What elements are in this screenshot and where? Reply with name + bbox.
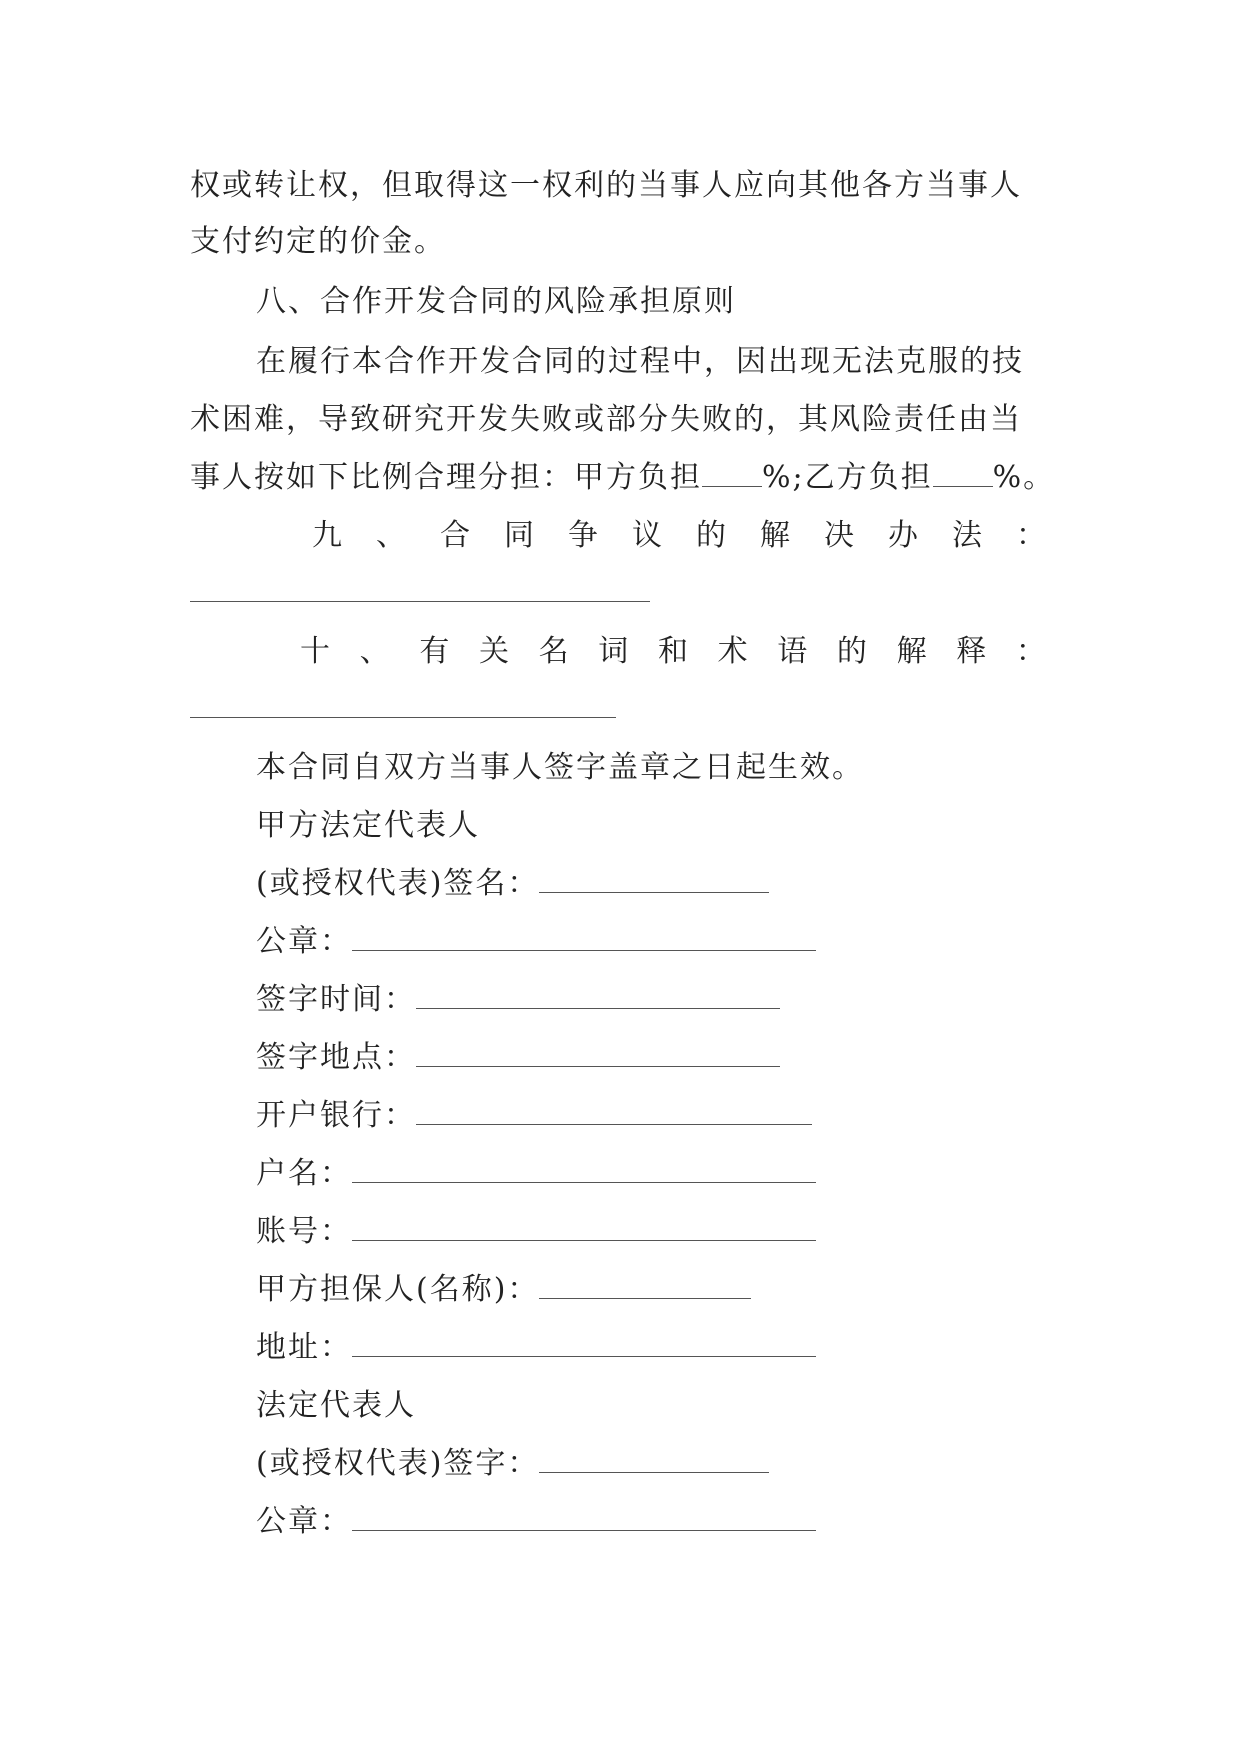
paragraph-line: 在履行本合作开发合同的过程中，因出现无法克服的技 bbox=[256, 344, 1024, 379]
field-blank bbox=[539, 1272, 751, 1299]
party-a-sign-time-field bbox=[256, 980, 780, 1020]
field-blank bbox=[352, 1330, 816, 1357]
field-label: 开户银行： bbox=[256, 1098, 416, 1133]
guarantor-legal-rep-title: 法定代表人 bbox=[256, 1388, 416, 1423]
heading-char: 解 bbox=[896, 634, 927, 669]
heading-char: 名 bbox=[538, 634, 569, 669]
party-a-account-name-field bbox=[256, 1154, 816, 1194]
field-blank bbox=[352, 1214, 816, 1241]
heading-char: 术 bbox=[717, 634, 748, 669]
heading-char: 法 bbox=[952, 518, 982, 553]
risk-ratio-text: %。 bbox=[992, 460, 1056, 495]
heading-char: 十 bbox=[300, 634, 330, 669]
field-blank bbox=[539, 866, 769, 893]
heading-char: 和 bbox=[657, 634, 688, 669]
heading-char: 合 bbox=[440, 518, 470, 553]
heading-char: 争 bbox=[568, 518, 598, 553]
field-label: 地址： bbox=[256, 1330, 352, 1365]
risk-ratio-text: 事人按如下比例合理分担：甲方负担 bbox=[190, 460, 702, 495]
guarantor-address-field bbox=[256, 1328, 816, 1368]
section-10-heading bbox=[190, 632, 1046, 672]
heading-char: 解 bbox=[760, 518, 790, 553]
guarantor-name-field bbox=[256, 1270, 751, 1310]
party-a-account-no-field bbox=[256, 1212, 816, 1252]
risk-ratio-line bbox=[190, 458, 1055, 498]
heading-char: 释 bbox=[956, 634, 987, 669]
risk-ratio-text: %;乙方负担 bbox=[762, 460, 933, 495]
heading-char: 、 bbox=[359, 634, 390, 669]
paragraph-line: 权或转让权，但取得这一权利的当事人应向其他各方当事人 bbox=[190, 168, 1022, 203]
heading-char: 同 bbox=[504, 518, 534, 553]
section-10-blank bbox=[190, 717, 616, 718]
heading-char: 词 bbox=[598, 634, 629, 669]
field-label: 签字时间： bbox=[256, 982, 416, 1017]
heading-char: 的 bbox=[836, 634, 867, 669]
party-a-seal-field bbox=[256, 922, 816, 962]
heading-char: 、 bbox=[376, 518, 406, 553]
heading-char: 有 bbox=[419, 634, 450, 669]
field-blank bbox=[416, 982, 780, 1009]
guarantor-sign-field bbox=[256, 1444, 769, 1484]
party-a-ratio-blank bbox=[702, 460, 762, 487]
paragraph-line: 支付约定的价金。 bbox=[190, 224, 446, 259]
field-label: 账号： bbox=[256, 1214, 352, 1249]
field-label: 签字地点： bbox=[256, 1040, 416, 1075]
heading-char: ： bbox=[1015, 634, 1046, 669]
effective-clause: 本合同自双方当事人签字盖章之日起生效。 bbox=[256, 750, 864, 785]
field-label: 户名： bbox=[256, 1156, 352, 1191]
heading-char: 办 bbox=[888, 518, 918, 553]
field-blank bbox=[352, 1504, 816, 1531]
field-label: (或授权代表)签名： bbox=[256, 866, 540, 901]
heading-char: 关 bbox=[478, 634, 509, 669]
field-blank bbox=[539, 1446, 769, 1473]
paragraph-line: 术困难，导致研究开发失败或部分失败的，其风险责任由当 bbox=[190, 402, 1022, 437]
field-blank bbox=[352, 1156, 816, 1183]
field-label: (或授权代表)签字： bbox=[256, 1446, 540, 1481]
field-blank bbox=[416, 1098, 812, 1125]
heading-char: ： bbox=[1016, 518, 1046, 553]
guarantor-seal-field bbox=[256, 1502, 816, 1542]
heading-char: 的 bbox=[696, 518, 726, 553]
field-label: 公章： bbox=[256, 1504, 352, 1539]
field-label: 甲方担保人(名称)： bbox=[256, 1272, 540, 1307]
field-label: 公章： bbox=[256, 924, 352, 959]
party-a-sign-field bbox=[256, 864, 769, 904]
section-8-heading: 八、合作开发合同的风险承担原则 bbox=[256, 284, 736, 319]
heading-char: 九 bbox=[312, 518, 342, 553]
heading-char: 决 bbox=[824, 518, 854, 553]
heading-char: 议 bbox=[632, 518, 662, 553]
party-a-sign-place-field bbox=[256, 1038, 780, 1078]
party-b-ratio-blank bbox=[933, 460, 993, 487]
field-blank bbox=[416, 1040, 780, 1067]
section-9-heading bbox=[190, 516, 1046, 556]
field-blank bbox=[352, 924, 816, 951]
heading-char: 语 bbox=[777, 634, 808, 669]
party-a-bank-field bbox=[256, 1096, 812, 1136]
party-a-title: 甲方法定代表人 bbox=[256, 808, 480, 843]
section-9-blank bbox=[190, 601, 650, 602]
